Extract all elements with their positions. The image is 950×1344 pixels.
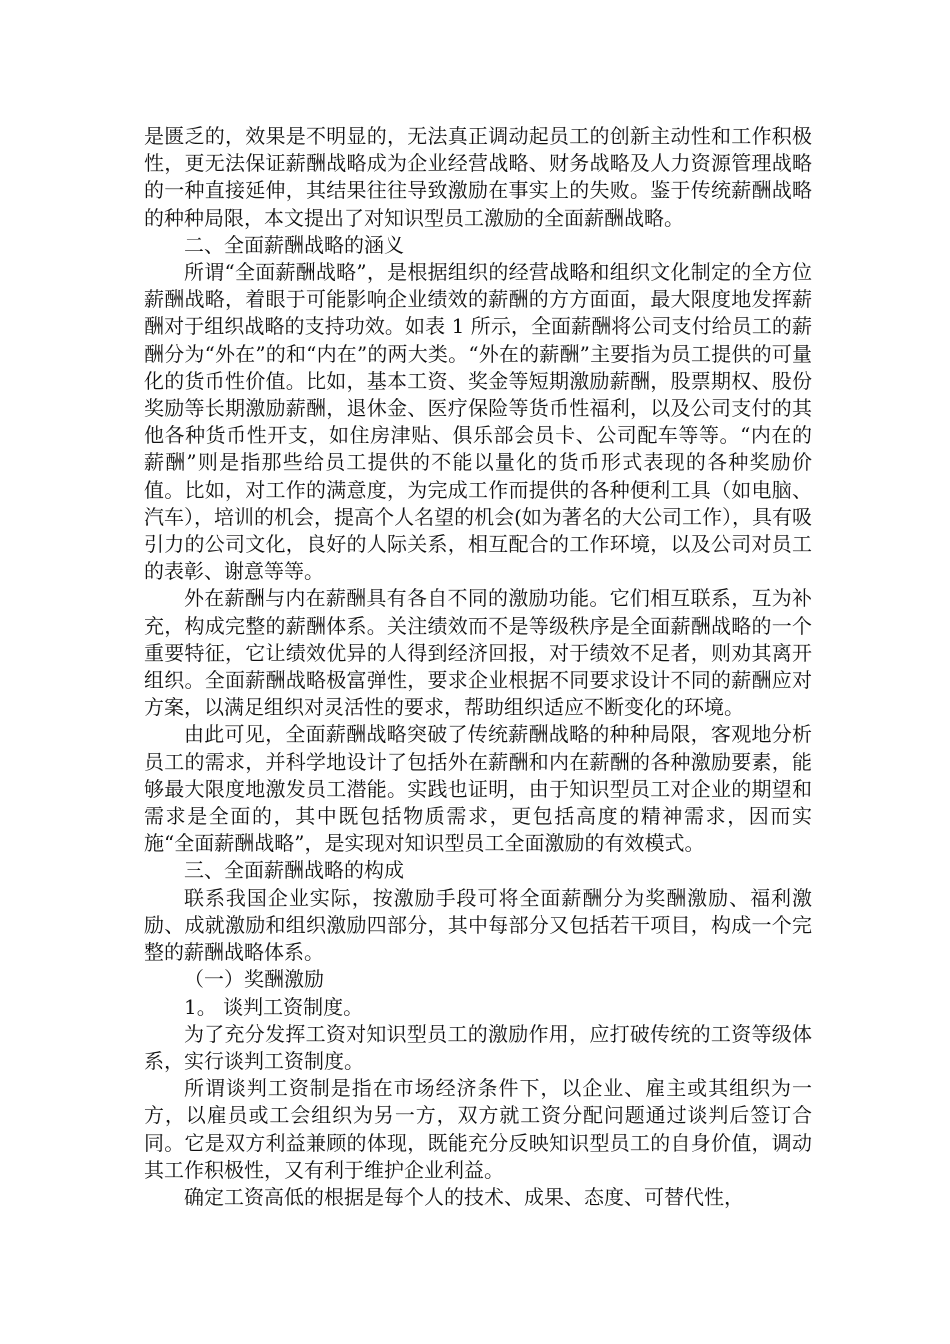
body-paragraph: 所谓“全面薪酬战略”，是根据组织的经营战略和组织文化制定的全方位薪酬战略，着眼于可能影响企业绩效的薪酬的方方面面，最大限度地发挥薪酬对于组织战略的支持功效。如表 1 所示，全面薪酬将公司支付给员工的薪酬分为“外在”的和“内在”的两大类。“外在的薪酬”主要指为员工提供的可量化的货币性价值。比如，基本工资、奖金等短期激励薪酬，股票期权、股份奖励等长期激励薪酬，退休金、医疗保险等货币性福利，以及公司支付的其他各种货币性开支，如住房津贴、俱乐部会员卡、公司配车等等。“内在的薪酬”则是指那些给员工提供的不能以量化的货币形式表现的各种奖励价值。比如，对工作的满意度，为完成工作而提供的各种便利工具（如电脑、汽车），培训的机会，提高个人名望的机会(如为著名的大公司工作），具有吸引力的公司文化，良好的人际关系，相互配合的工作环境，以及公司对员工的表彰、谢意等等。	[144, 260, 812, 584]
body-paragraph: 由此可见，全面薪酬战略突破了传统薪酬战略的种种局限，客观地分析员工的需求，并科学地设计了包括外在薪酬和内在薪酬的各种激励要素，能够最大限度地激发员工潜能。实践也证明，由于知识型员工对企业的期望和需求是全面的，其中既包括物质需求，更包括高度的精神需求，因而实施“全面薪酬战略”，是实现对知识型员工全面激励的有效模式。	[144, 722, 812, 856]
body-paragraph: 联系我国企业实际，按激励手段可将全面薪酬分为奖酬激励、福利激励、成就激励和组织激励四部分，其中每部分又包括若干项目，构成一个完整的薪酬战略体系。	[144, 885, 812, 965]
subsection-heading: （一）奖酬激励	[184, 967, 324, 992]
section-heading: 二、全面薪酬战略的涵义	[184, 232, 404, 257]
document-page	[144, 123, 812, 1211]
body-paragraph: 确定工资高低的根据是每个人的技术、成果、态度、可替代性，	[184, 1184, 744, 1209]
section-heading: 三、全面薪酬战略的构成	[184, 858, 404, 883]
item-heading: 1。 谈判工资制度。	[184, 994, 364, 1019]
body-paragraph: 是匮乏的，效果是不明显的，无法真正调动起员工的创新主动性和工作积极性，更无法保证薪酬战略成为企业经营战略、财务战略及人力资源管理战略的一种直接延伸，其结果往往导致激励在事实上的失败。鉴于传统薪酬战略的种种局限，本文提出了对知识型员工激励的全面薪酬战略。	[144, 124, 812, 230]
body-paragraph: 外在薪酬与内在薪酬具有各自不同的激励功能。它们相互联系，互为补充，构成完整的薪酬体系。关注绩效而不是等级秩序是全面薪酬战略的一个重要特征，它让绩效优异的人得到经济回报，对于绩效不足者，则劝其离开组织。全面薪酬战略极富弹性，要求企业根据不同要求设计不同的薪酬应对方案，以满足组织对灵活性的要求，帮助组织适应不断变化的环境。	[144, 586, 812, 720]
body-paragraph: 为了充分发挥工资对知识型员工的激励作用，应打破传统的工资等级体系，实行谈判工资制度。	[144, 1021, 812, 1073]
body-paragraph: 所谓谈判工资制是指在市场经济条件下，以企业、雇主或其组织为一方，以雇员或工会组织为另一方，双方就工资分配问题通过谈判后签订合同。它是双方利益兼顾的体现，既能充分反映知识型员工的自身价值，调动其工作积极性，又有利于维护企业利益。	[144, 1076, 812, 1182]
